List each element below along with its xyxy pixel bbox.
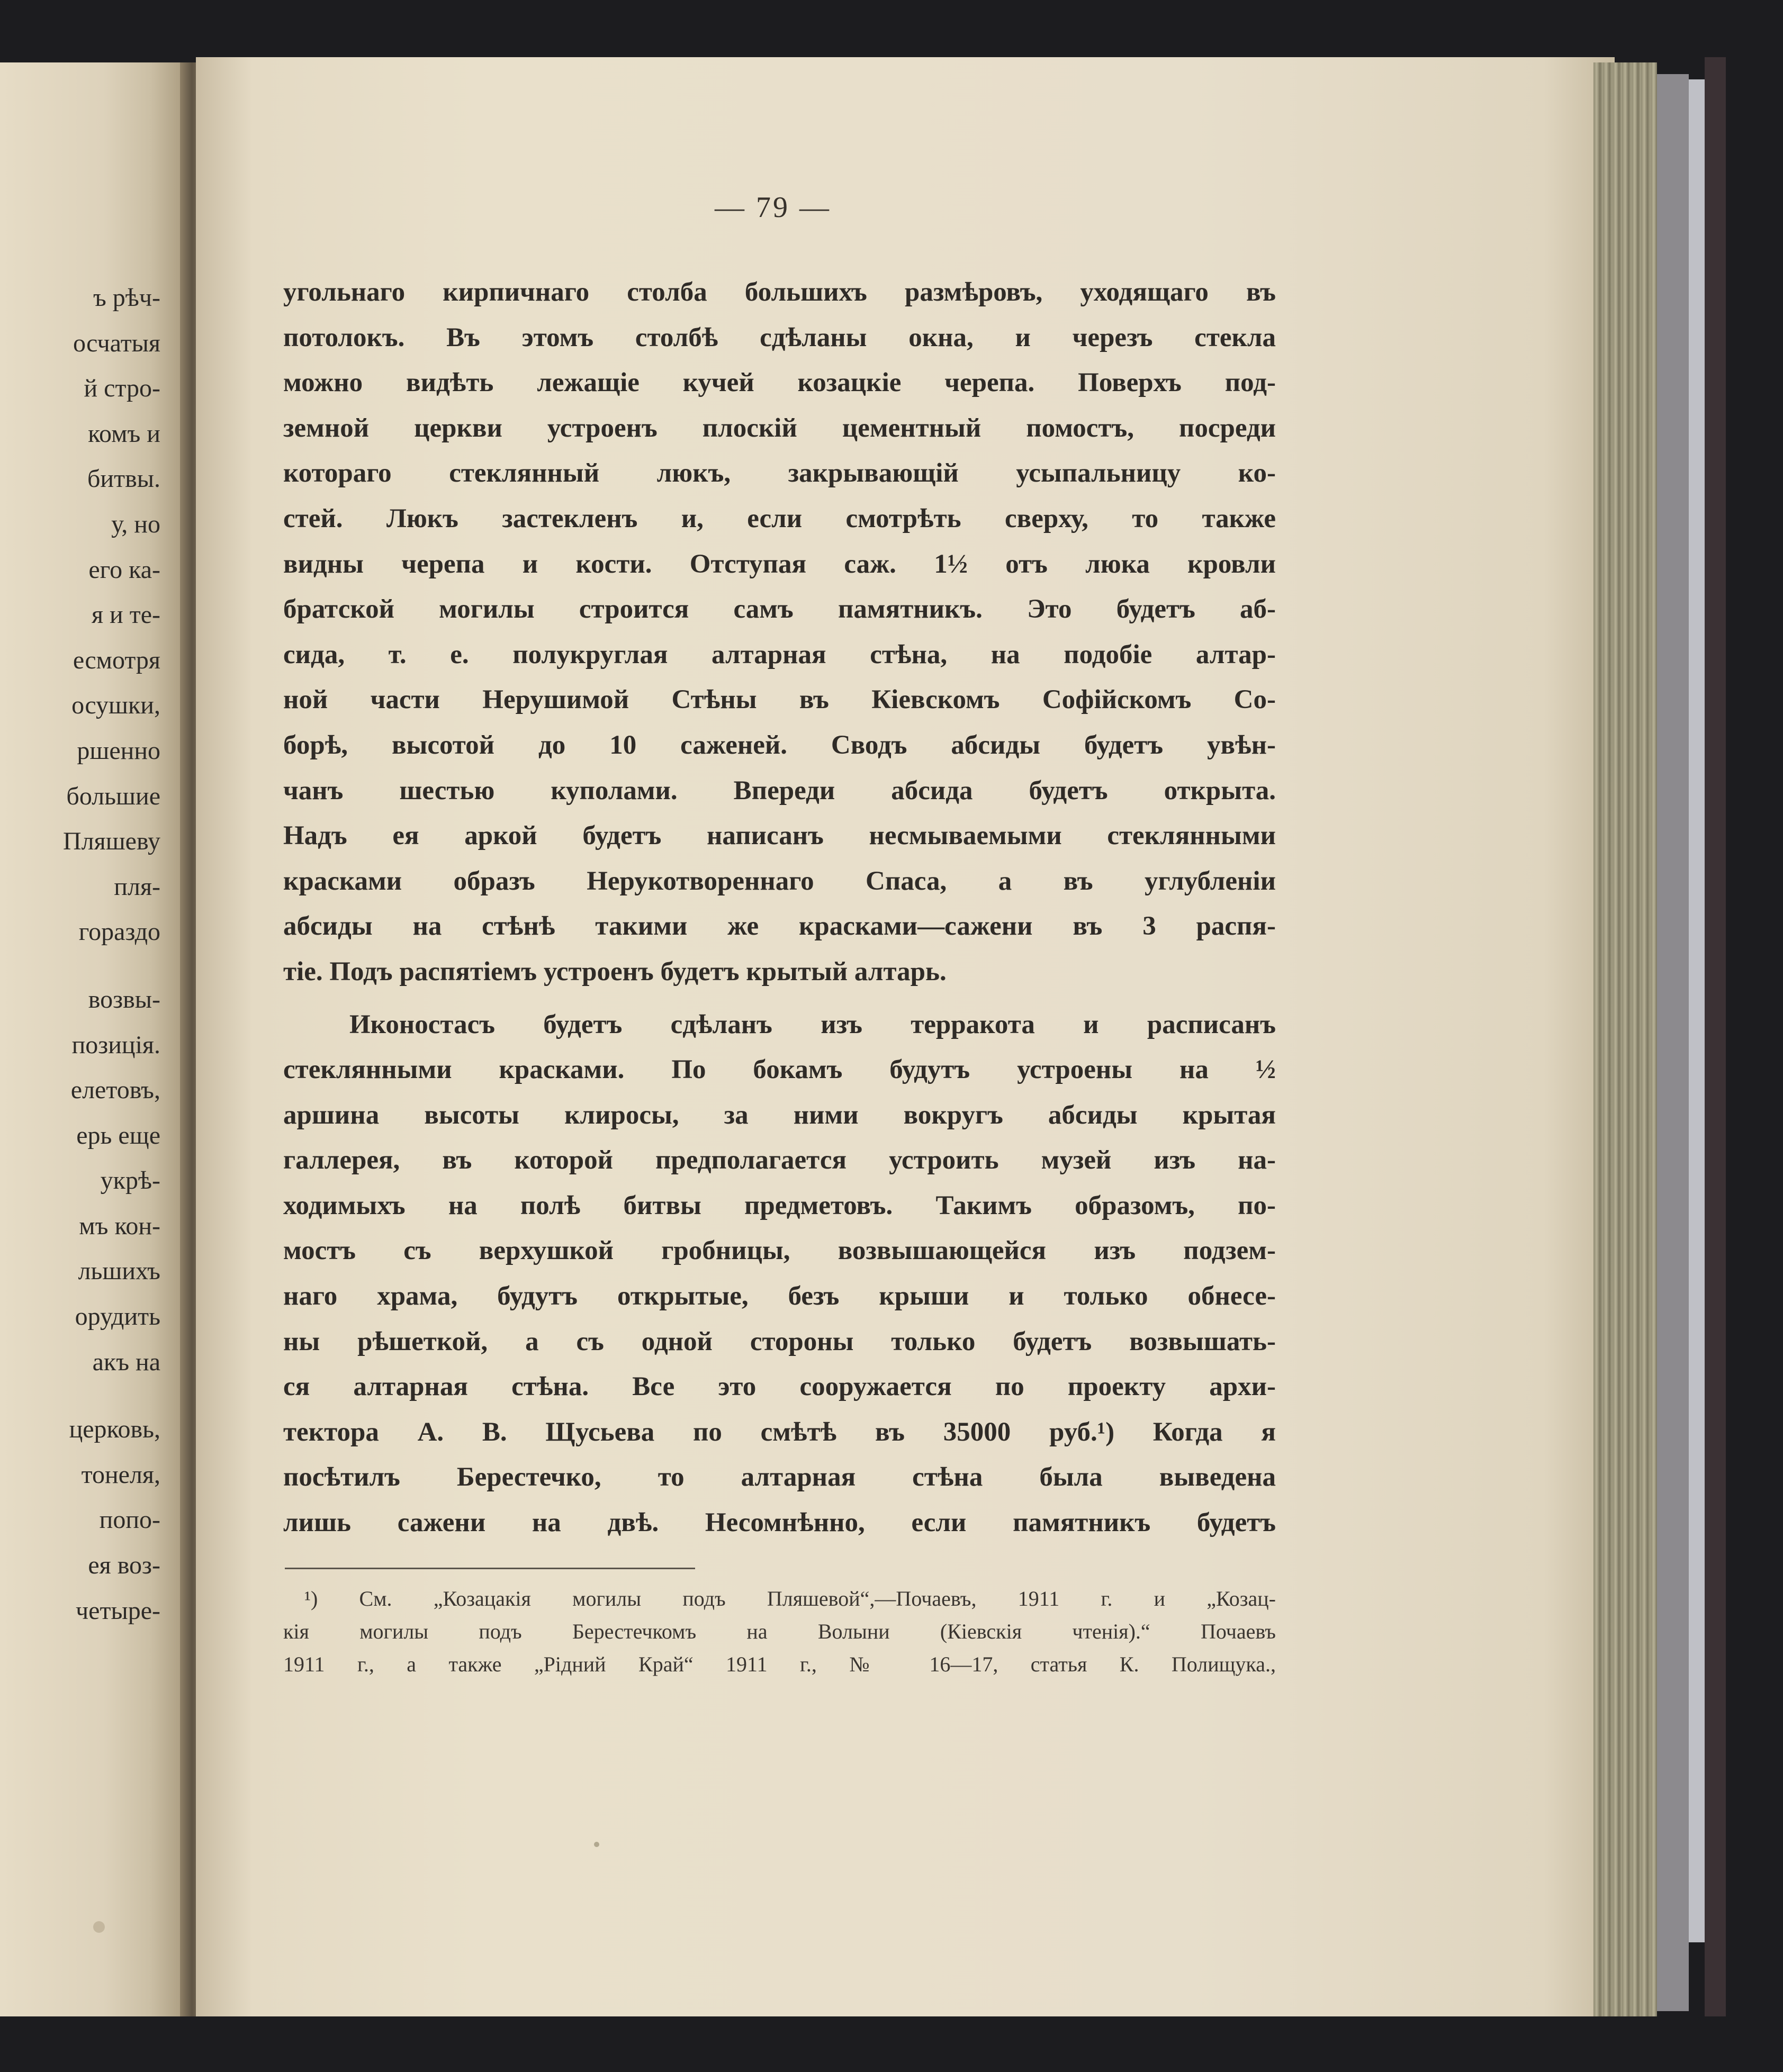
paper-speck [93,1921,105,1933]
text-line: аршина высоты клиросы, за ними вокругъ абсиды крытая [283,1100,1276,1130]
footnote-line: 1911 г., а также „Рідний Край“ 1911 г., № 16—17, статья К. Полищука., [283,1652,1276,1676]
text-line: галлерея, въ которой предполагается устроить музей изъ на- [283,1145,1276,1175]
left-page-line: ъ рѣч- [93,284,160,312]
left-page-line: я и те- [91,601,160,629]
text-line: лишь сажени на двѣ. Несомнѣнно, если памятникъ будетъ [283,1508,1276,1538]
text-line: мостъ съ верхушкой гробницы, возвышающейся изъ подзем- [283,1236,1276,1266]
left-page-line: комъ и [88,419,160,448]
paper-speck [594,1842,599,1847]
text-line: земной церкви устроенъ плоскій цементный помостъ, посреди [283,413,1276,443]
left-page-line: осчатыя [73,329,160,357]
left-page-line: тонеля, [81,1460,160,1489]
left-page-line: попо- [99,1506,160,1534]
page-edges [1593,62,1657,2016]
footnotes [283,1582,1276,1681]
body-text [283,270,1276,1546]
left-page-line: битвы. [87,465,160,493]
left-page-line: ерь еще [76,1121,160,1150]
text-line: тіе. Подъ распятіемъ устроенъ будетъ крытый алтарь. [283,956,947,987]
text-line: видны черепа и кости. Отступая саж. 1½ отъ люка кровли [283,549,1276,579]
left-page-line: укрѣ- [100,1166,160,1195]
left-page-line: большие [66,782,160,810]
text-line: чанъ шестью куполами. Впереди абсида будетъ открыта. [283,775,1276,806]
text-line: сида, т. е. полукруглая алтарная стѣна, на подобіе алтар- [283,639,1276,669]
text-line: ходимыхъ на полѣ битвы предметовъ. Такимъ образомъ, по- [283,1190,1276,1220]
left-page-line: акъ на [92,1347,160,1376]
footnote-rule [285,1568,695,1569]
left-page-text [0,275,160,1633]
left-page-line: гораздо [78,918,160,946]
text-line: можно видѣть лежащіе кучей козацкіе черепа. Поверхъ под- [283,368,1276,398]
left-page-line: мъ кон- [79,1211,160,1240]
left-page-line: у, но [111,510,160,538]
text-line: Иконостасъ будетъ сдѣланъ изъ терракота и расписанъ [349,1009,1276,1039]
left-page-line: возвы- [88,985,160,1014]
left-page-line: ея воз- [88,1551,160,1580]
page-number: — 79 — [715,191,831,224]
left-page-line: его ка- [88,555,160,584]
text-line: тектора А. В. Щусьева по смѣтѣ въ 35000 руб.¹) Когда я [283,1417,1276,1447]
left-page-line: й стро- [84,374,160,403]
text-line: наго храма, будутъ открытые, безъ крыши и только обнесе- [283,1281,1276,1311]
left-page-line: елетовъ, [70,1076,160,1105]
text-line: братской могилы строится самъ памятникъ. Это будетъ аб- [283,594,1276,625]
text-line: потолокъ. Въ этомъ столбѣ сдѣланы окна, и черезъ стекла [283,322,1276,352]
text-line: стеклянными красками. По бокамъ будутъ устроены на ½ [283,1055,1276,1085]
text-line: Надъ ея аркой будетъ написанъ несмываемыми стеклянными [283,821,1276,851]
text-line: красками образъ Нерукотвореннаго Спаса, а въ углубленіи [283,866,1276,896]
left-page-line: четыре- [76,1596,160,1625]
text-line: ся алтарная стѣна. Все это сооружается по проекту архи- [283,1372,1276,1402]
text-line: угольнаго кирпичнаго столба большихъ размѣровъ, уходящаго въ [283,277,1276,307]
scan-board [1705,57,1726,2016]
cover-edge [1689,79,1705,1942]
left-page-line: осушки, [71,691,160,720]
left-page-line: Пляшеву [63,827,160,856]
left-page-line: пля- [114,872,160,901]
left-page-line: церковь, [69,1415,160,1444]
footnote-line: кія могилы подъ Берестечкомъ на Волыни (Кіевскія чтенія).“ Почаевъ [283,1619,1276,1643]
text-line: ны рѣшеткой, а съ одной стороны только будетъ возвышать- [283,1326,1276,1356]
footnote-line: ¹) См. „Козацакія могилы подъ Пляшевой“,—Почаевъ, 1911 г. и „Козац- [304,1587,1276,1610]
text-line: стей. Люкъ застекленъ и, если смотрѣть сверху, то также [283,503,1276,533]
text-line: борѣ, высотой до 10 саженей. Сводъ абсиды будетъ увѣн- [283,730,1276,760]
left-page [0,62,188,2016]
left-page-line: есмотря [73,646,160,674]
page-edges-shadow [1657,74,1689,2011]
text-line: абсиды на стѣнѣ такими же красками—сажени въ 3 распя- [283,911,1276,942]
left-page-line: позиція. [71,1030,160,1059]
text-line: посѣтилъ Берестечко, то алтарная стѣна была выведена [283,1462,1276,1492]
text-line: котораго стеклянный люкъ, закрывающій усыпальницу ко- [283,458,1276,488]
left-page-line: льшихъ [78,1257,160,1286]
left-page-line: ршенно [77,736,160,765]
text-line: ной части Нерушимой Стѣны въ Кіевскомъ Софійскомъ Со- [283,685,1276,715]
left-page-line: орудить [75,1302,160,1331]
